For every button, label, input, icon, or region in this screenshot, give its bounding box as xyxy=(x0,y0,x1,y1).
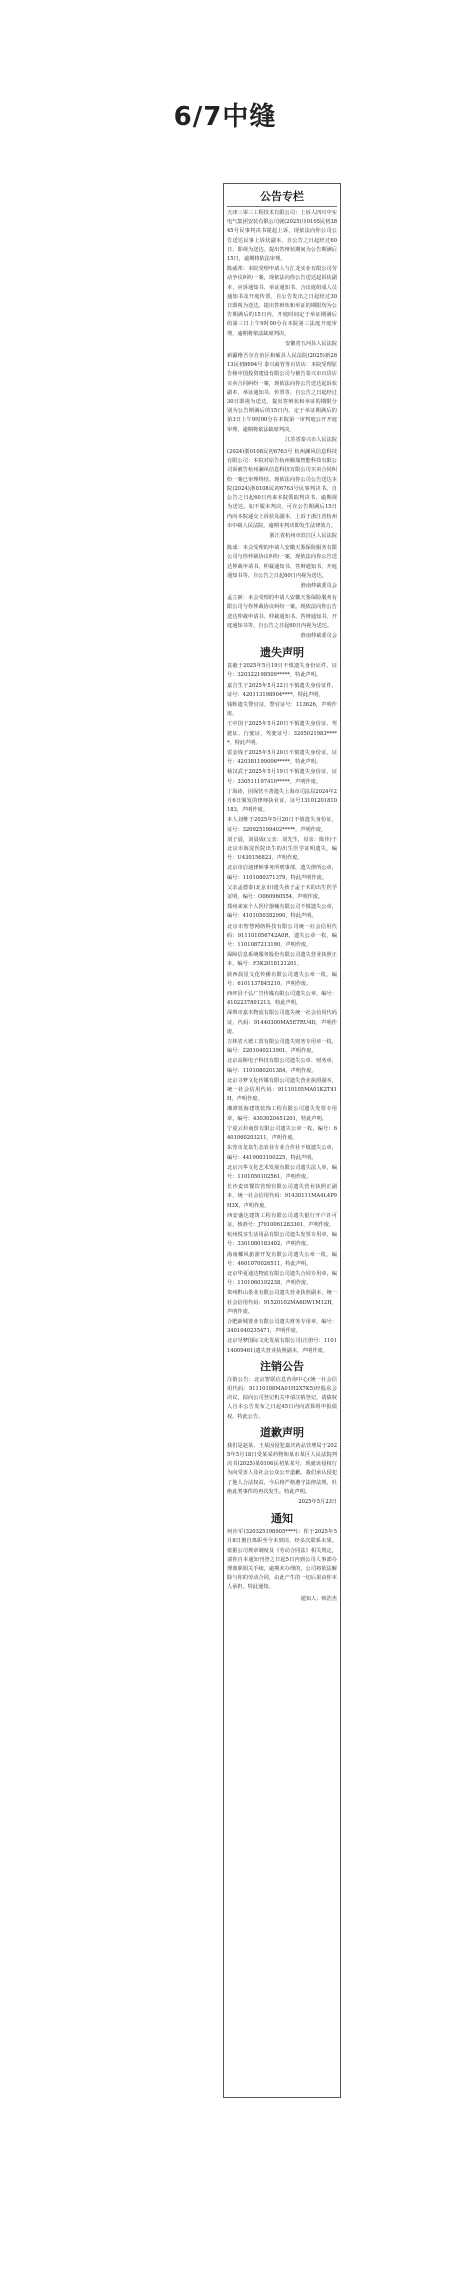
notice-paragraph: 新疆维吾尔自治区和硕县人民法院(2025)新2813民初8694号 泰兴商管等百货店：本院受理原告杨中国投资建设有限公司与被告泰兴市百货店买卖合同纠纷一案，现依法向你公告送达起诉状副本、举证通知书、传票等。自公告之日起经过30日即视为送达。提出答辩状和举证的期限分别为公告期满后的15日内。定于举证期满后的第3日上午9时00分在本院第一审判庭公开开庭审理，逾期将依法缺席判决。 xyxy=(227,353,337,433)
notice-paragraph: 注销公告：北京智联信息咨询中心(统一社会信用代码：91110108MA01H2X7K5)经股东会决议，拟向公司登记机关申请注销登记，请债权人自本公告发布之日起45日内向清算组申报债权。特此公告。 xyxy=(227,1376,337,1420)
section-title: 道歉声明 xyxy=(260,1425,304,1439)
issuer-name: 淮南仲裁委员会 xyxy=(300,582,337,589)
notice-paragraph: 西坪县千弘广告传媒有限公司遗失公章，编号：4102237801213，特此声明。 xyxy=(227,991,337,1007)
notice-paragraph: 父亲孟德泰(北京市)遗失孩子孟子木的出生医学证明，编号：O060960554，声明作废。 xyxy=(227,884,337,901)
section-title: 公告专栏 xyxy=(227,188,337,207)
notice-paragraph: 孟立新：本会受理的申请人安徽天鉴保险服务有限公司与你仲裁协议纠纷一案，现依法向你公告送达仲裁申请书、仲裁通知书、答辩通知书、开庭通知书等。自公告之日起60日内视为送达。 xyxy=(227,595,337,629)
notice-paragraph: 保障信息系统服务股份有限公司遗失营业执照正本，编号：F3K2018121201。 xyxy=(227,952,337,968)
notice-paragraph: 北京华夏通达物流有限公司遗失合同专用章，编号：1101060192238，声明作废。 xyxy=(227,1270,337,1287)
notice-paragraph: 贵州黔山茶业有限公司遗失营业执照副本，统一社会信用代码：91520102MA6DW1M12H，声明作废。 xyxy=(227,1290,337,1315)
notice-column xyxy=(223,183,341,2098)
notice-paragraph: 吉林省大德工贸有限公司遗失财务专用章一枚，编号：2201040213901，声明作废。 xyxy=(227,1039,337,1055)
notice-paragraph: (2024)浙0108民初6763号 杭州澜风信息科技有限公司：本院对原告杭州顺瑞智能科技有限公司诉被告杭州澜风信息科技有限公司买卖合同纠纷一案已审理终结。现依法向你公司公告送达本院(2024)浙0108民初6763号民事判决书。自公告之日起60日内来本院领取判决书，逾期视为送达。如不服本判决，可在公告期满后15日内向本院递交上诉状及副本，上诉于浙江省杭州市中级人民法院。逾期本判决即发生法律效力。 xyxy=(227,449,337,529)
notice-paragraph: 陕西晨星文化传播有限公司遗失公章一枚，编号：6101137845210，声明作废。 xyxy=(227,971,337,987)
notice-paragraph: 杨汉武于2025年5月19日不慎遗失身份证，证号：330511197410*****，声明作废。 xyxy=(227,769,337,785)
page-header-title: 6/7中缝 xyxy=(173,102,277,132)
notice-paragraph: 北京兴华文化艺术发展有限公司遗失法人章，编号：1101050102561，声明作废。 xyxy=(227,1164,337,1180)
notice-paragraph: 刘子晨，刘晨成(父亲：刘先生，母亲：陈佳)于北京市海淀医院出生的出生医学证明遗失，编号：U430156823，声明作废。 xyxy=(227,836,337,862)
notice-paragraph: 北京市智慧网络科技有限公司统一社会信用代码：911101056742A0R，遗失公章一枚，编号：1101087213190，声明作废。 xyxy=(227,923,337,949)
notice-paragraph: 何沙军(320325198905****)：你于2025年5月8日擅自离职至今未到岗，经多次联系未果。依据公司规章制度及《劳动合同法》相关规定，请你自本通知刊登之日起5日内到公司人事部办理离职相关手续，逾期未办理的，公司将依法解除与你的劳动合同，由此产生的一切后果由你本人承担。特此通知。 xyxy=(227,1529,337,1591)
issuer-name: 淮南仲裁委员会 xyxy=(300,632,337,639)
notice-paragraph: 北京寻梦文化传媒有限公司遗失营业执照副本，统一社会信用代码：91110105MA01K2T41H，声明作废。 xyxy=(227,1077,337,1103)
notice-paragraph: 东莞市龙泉生态农业专业合作社不慎遗失公章，编号：4419003100225，特此声明。 xyxy=(227,1145,337,1161)
notice-paragraph: 杭州悦享生活用品有限公司遗失发票专用章，编号：3301080183402，声明作废。 xyxy=(227,1232,337,1248)
notice-paragraph: 长沙麦田餐饮管理有限公司遗失营业执照正副本，统一社会信用代码：91430111MA4L4P9H3X，声明作废。 xyxy=(227,1184,337,1209)
notice-paragraph: 西安盛达建筑工程有限公司遗失银行开户许可证，核准号：J7910061283301，声明作废。 xyxy=(227,1212,337,1228)
issuer-name: 江苏省泰兴市人民法院 xyxy=(285,436,337,443)
notice-paragraph: 雷金钱于2025年5月20日不慎遗失身份证，证号：420381199006*****，特此声明。 xyxy=(227,749,337,766)
notice-paragraph: 海南椰风旅游开发有限公司遗失公章一枚，编号：4601070026511，特此声明。 xyxy=(227,1251,337,1267)
notice-paragraph: 合肥新城置业有限公司遗失财务专用章，编号：3401040235471，声明作废。 xyxy=(227,1318,337,1335)
notice-paragraph: 我们是赵某、王某因侵犯嘉庆药品管理局于2025年5月18日受某采药物和某市某区人民法院判决书(2025)某0106民初某某号，现就该侵权行为向受害人及社会公众公开道歉。我们承认侵犯了他人合法权益，今后将严格遵守法律法规，杜绝此类事件的再次发生。特此声明。 xyxy=(227,1442,337,1495)
notice-paragraph: 北京市启迪律师事务所刑事部，遗失律所公章，编号：1101080371379，特此声明作废。 xyxy=(227,865,337,881)
notice-paragraph: 丁海涛，因保管不善遗失上海市司法局2024年2月6日颁发的律师执业证，证号13101201810183，声明作废。 xyxy=(227,788,337,814)
notice-paragraph: 天津三零三工程技术有限公司：上诉人四川中实电气集团安装有限公司就(2025)川0105民初3845号民事判决书提起上诉，现依法向你公司公告送达民事上诉状副本。自公告之日起经过60日，即视为送达。提出答辩状期间为公告期满后15日，逾期将依法审理。 xyxy=(227,210,337,263)
section-title: 遗失声明 xyxy=(260,646,304,660)
issuer-name: 安徽省五河县人民法院 xyxy=(285,340,337,347)
notice-paragraph: 宁夏云杉商贸有限公司遗失公章一枚，编号：6401060203211，声明作废。 xyxy=(227,1125,337,1142)
notice-paragraph: 深圳市嘉木物流有限公司遗失统一社会信用代码证，代码：91440300MA5ETRU4D，声明作废。 xyxy=(227,1010,337,1035)
notice-paragraph: 陈成：本会受理的申请人安徽天鉴保险服务有限公司与你仲裁协议纠纷一案，现依法向你公告送达仲裁申请书、仲裁通知书、答辩通知书、开庭通知书等。自公告之日起60日内视为送达。 xyxy=(227,545,337,579)
notice-paragraph: 袁毅于2025年5月19日不慎遗失身份证件，证号：320322198509*****，特此声明。 xyxy=(227,663,337,679)
notice-date: 2025年5月23日 xyxy=(298,1499,337,1505)
notice-paragraph: 陈威邦：本院受理申请人与汇龙实业有限公司劳动争议纠纷一案，现依法向你公告送达起诉状副本、应诉通知书、举证通知书、合议庭组成人员通知书及开庭传票。自公告发出之日起经过30日即视为送达。提出答辩状和举证的期限均为公告期满后的15日内，开庭时间定于举证期满后的第三日上午9时00分在本院第三法庭开庭审理，逾期将依法缺席判决。 xyxy=(227,266,337,337)
section-title: 通知 xyxy=(271,1512,293,1526)
notice-paragraph: 嘉吉生于2025年5月22日不慎遗失身份证件，证号：420113198904****，特此声明。 xyxy=(227,682,337,698)
notice-signer: 通知人：韩浩杰 xyxy=(300,1595,337,1602)
notice-paragraph: 北京导梦国际文化发展有限公司(注册号：110114009461)遗失营业执照副本，声明作废。 xyxy=(227,1338,337,1354)
notice-paragraph: 本人刘维于2025年5月20日不慎遗失身份证，证号：320925199402*****，声明作废。 xyxy=(227,817,337,833)
notice-paragraph: 王中国于2025年5月20日不慎遗失身份证、驾驶证、行驶证，驾驶证号：3205021983*****，特此声明。 xyxy=(227,721,337,746)
notice-paragraph: 湘潭蓝海建筑装饰工程有限公司遗失发票专用章，编号：4303020451201，特此声明。 xyxy=(227,1106,337,1122)
issuer-name: 浙江省杭州市滨江区人民法院 xyxy=(269,532,337,539)
notice-paragraph: 北京高斯电子科技有限公司遗失公章、财务章，编号：1101080201384，声明作废。 xyxy=(227,1058,337,1074)
notice-paragraph: 钱辉遗失警官证，警官证号：113626，声明作废。 xyxy=(227,701,337,718)
notice-paragraph: 郑州来家个人医疗器械有限公司不慎遗失公章，编号：4101050382990，特此声明。 xyxy=(227,904,337,920)
section-title: 注销公告 xyxy=(260,1359,304,1373)
